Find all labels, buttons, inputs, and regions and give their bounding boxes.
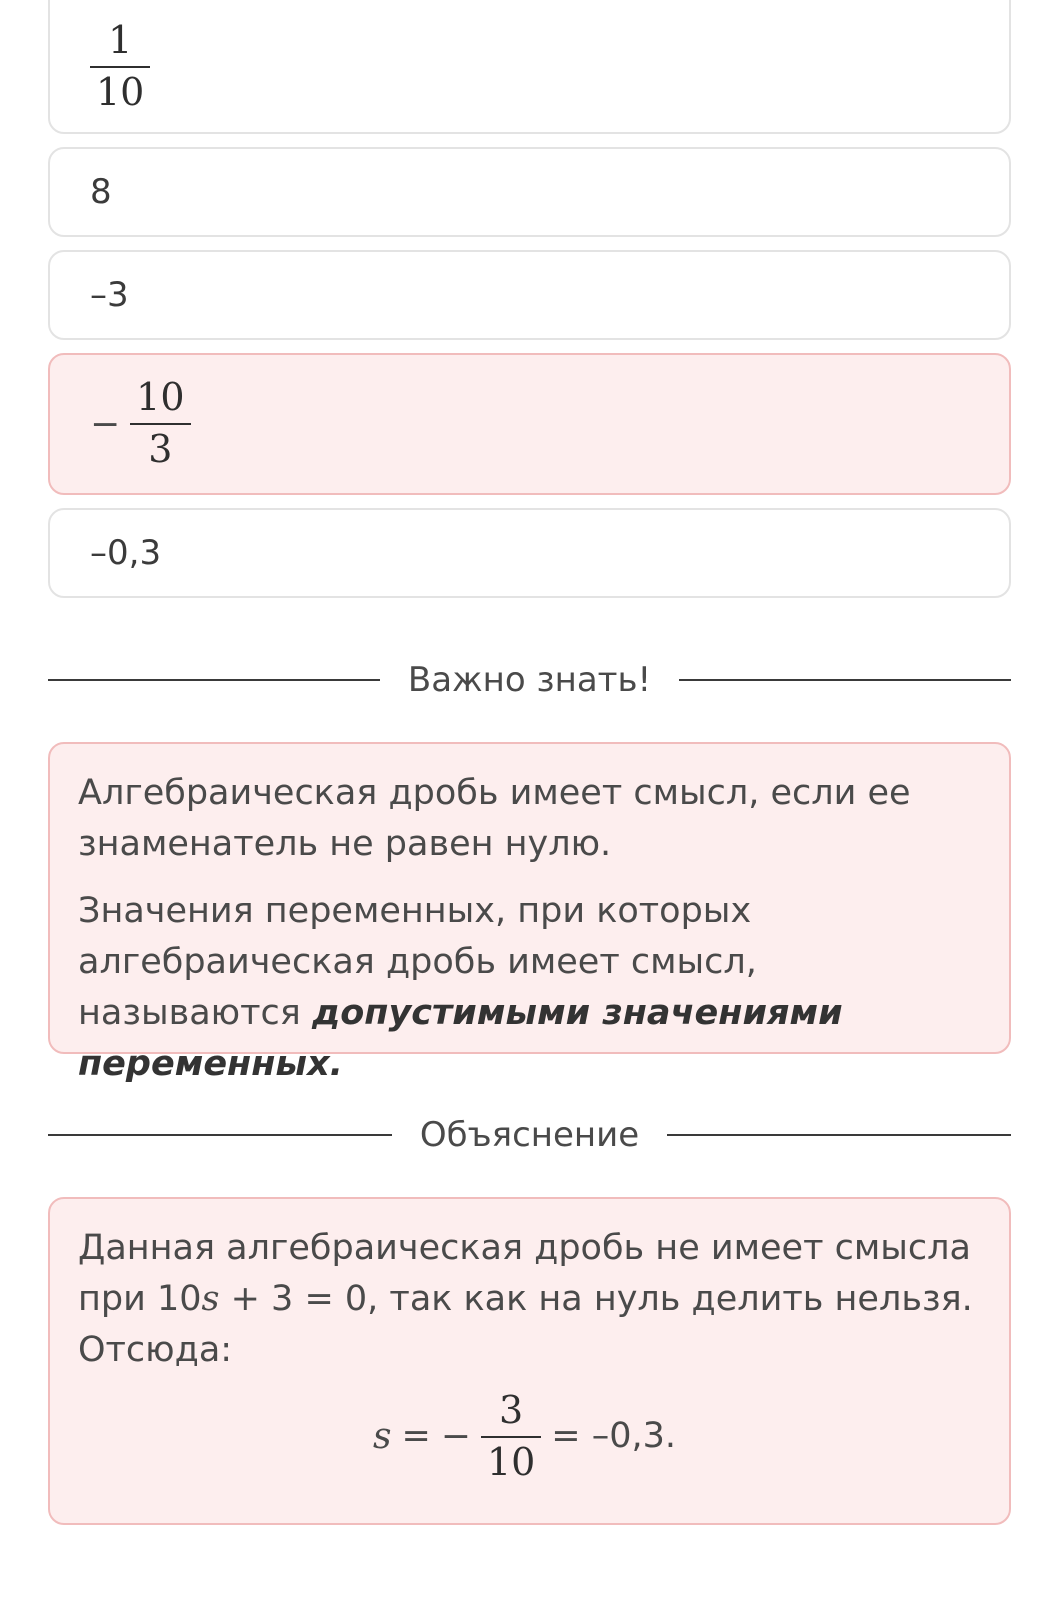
explanation-text <box>78 1223 981 1376</box>
fraction-numerator: 3 <box>499 1388 524 1432</box>
formula-fraction <box>481 1390 541 1484</box>
variable-s: s <box>201 1279 220 1319</box>
formula-equals: = <box>401 1416 431 1457</box>
important-paragraph-2 <box>78 886 981 1090</box>
fraction-denominator: 10 <box>96 70 145 114</box>
important-term: допустимыми значениями переменных. <box>78 993 843 1084</box>
explanation-text-part-1: Данная алгебраическая дробь не имеет смысла при 10 <box>78 1228 971 1319</box>
fraction-numerator: 1 <box>108 18 133 63</box>
divider-line-right <box>667 1134 1011 1136</box>
explanation-heading: Объяснение <box>419 1115 640 1155</box>
answer-option-2[interactable] <box>48 147 1011 237</box>
option-text: –0,3 <box>90 533 162 573</box>
divider-line-right <box>679 679 1011 681</box>
divider-line-left <box>48 1134 392 1136</box>
answer-option-3[interactable] <box>48 250 1011 340</box>
answer-option-1[interactable] <box>48 0 1011 134</box>
divider-line-left <box>48 679 380 681</box>
fraction-denominator: 10 <box>486 1439 536 1484</box>
important-paragraph-1: Алгебраическая дробь имеет смысл, если ее знаменатель не равен нулю. <box>78 773 911 864</box>
fraction <box>90 20 150 114</box>
important-card <box>48 742 1011 1084</box>
option-text: 8 <box>90 172 112 212</box>
fraction-numerator: 10 <box>136 375 185 420</box>
minus-sign: − <box>90 403 121 445</box>
answer-option-4-selected-wrong[interactable] <box>48 353 1011 495</box>
important-paragraph-2-text: Значения переменных, при которых алгебраическая дробь имеет смысл, называются <box>78 891 757 1033</box>
important-divider <box>48 658 1011 702</box>
formula-result: = –0,3. <box>551 1416 677 1457</box>
option-text: –3 <box>90 275 129 315</box>
solution-formula <box>78 1390 981 1484</box>
formula-minus: − <box>440 1416 471 1458</box>
explanation-divider <box>48 1113 1011 1157</box>
important-heading: Важно знать! <box>407 660 652 700</box>
fraction <box>130 377 190 471</box>
explanation-text-part-2: + 3 = 0, так как на нуль делить нельзя. Отсюда: <box>78 1279 973 1370</box>
fraction-denominator: 3 <box>148 427 173 471</box>
explanation-card <box>48 1197 1011 1525</box>
answer-option-5[interactable] <box>48 508 1011 598</box>
formula-variable: s <box>372 1416 392 1458</box>
